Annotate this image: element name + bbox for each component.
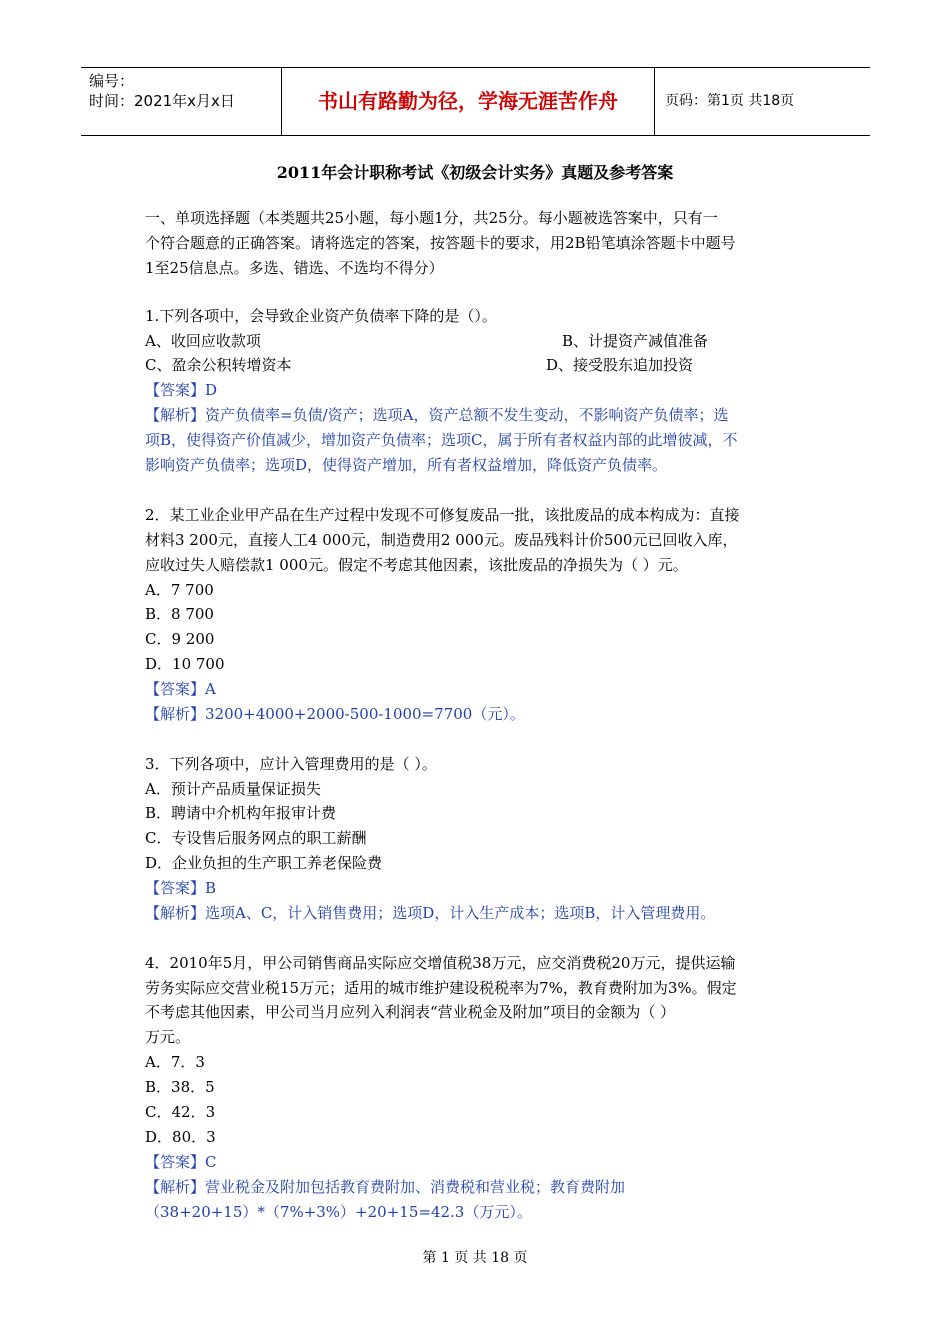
question-3-option: A．预计产品质量保证损失 [145, 780, 321, 798]
question-1-option-a: A、收回应收款项 [145, 332, 261, 350]
question-4-analysis: （38+20+15）*（7%+3%）+20+15=42.3（万元）。 [145, 1203, 532, 1221]
question-1-option-c: C、盈余公积转增资本 [145, 356, 292, 374]
question-2-option: B．8 700 [145, 605, 214, 623]
question-2-option: C．9 200 [145, 630, 215, 648]
question-1-option-d: D、接受股东追加投资 [546, 356, 694, 374]
header-motto: 书山有路勤为径，学海无涯苦作舟 [282, 68, 655, 135]
page-footer: 第 1 页 共 18 页 [422, 1250, 528, 1266]
question-1-option-b: B、计提资产减值准备 [562, 332, 709, 350]
serial-label: 编号： [89, 72, 135, 90]
document-title: 2011年会计职称考试《初级会计实务》真题及参考答案 [276, 163, 674, 182]
question-1-analysis: 影响资产负债率；选项D，使得资产增加，所有者权益增加，降低资产负债率。 [145, 456, 668, 474]
question-1-answer: 【答案】D [145, 381, 218, 399]
question-4-stem: 劳务实际应交营业税15万元；适用的城市维护建设税税率为7%，教育费附加为3%。假定 [145, 979, 737, 997]
question-2-analysis: 【解析】3200+4000+2000-500-1000=7700（元）。 [145, 705, 525, 723]
question-4-stem: 不考虑其他因素，甲公司当月应列入利润表“营业税金及附加”项目的金额为（ ） [145, 1003, 676, 1021]
question-3-analysis: 【解析】选项A、C，计入销售费用；选项D，计入生产成本；选项B，计入管理费用。 [145, 904, 716, 922]
question-4-stem: 4．2010年5月，甲公司销售商品实际应交增值税38万元，应交消费税20万元，提供运输 [145, 954, 736, 972]
question-4-analysis: 【解析】营业税金及附加包括教育费附加、消费税和营业税；教育费附加 [145, 1178, 626, 1196]
question-3-option: D．企业负担的生产职工养老保险费 [145, 854, 383, 872]
question-4-option: D．80．3 [145, 1128, 216, 1146]
question-1-analysis: 项B，使得资产价值减少，增加资产负债率；选项C，属于所有者权益内部的此增彼减，不 [145, 431, 738, 449]
date-line: 时间：2021年x月x日 [89, 92, 235, 110]
question-1-stem: 1.下列各项中，会导致企业资产负债率下降的是（）。 [145, 307, 497, 325]
intro-line: 一、单项选择题（本类题共25小题，每小题1分，共25分。每小题被选答案中，只有一 [145, 209, 718, 227]
question-4-option: A．7．3 [145, 1053, 205, 1071]
header-meta [81, 68, 282, 135]
question-4-answer: 【答案】C [145, 1153, 217, 1171]
question-2-option: A．7 700 [145, 581, 214, 599]
question-3-answer: 【答案】B [145, 879, 217, 897]
question-2-stem: 材料3 200元，直接人工4 000元，制造费用2 000元。废品残料计价500元已回收入库， [145, 531, 738, 549]
intro-line: 1至25信息点。多选、错选、不选均不得分） [145, 259, 444, 277]
question-3-stem: 3．下列各项中，应计入管理费用的是（ ）。 [145, 755, 437, 773]
question-3-option: B．聘请中介机构年报审计费 [145, 804, 337, 822]
question-3-option: C．专设售后服务网点的职工薪酬 [145, 829, 367, 847]
header-page-code: 页码：第1页 共18页 [665, 93, 795, 109]
document-header [81, 67, 870, 136]
question-2-answer: 【答案】A [145, 680, 216, 698]
question-2-stem: 应收过失人赔偿款1 000元。假定不考虑其他因素，该批废品的净损失为（ ）元。 [145, 556, 688, 574]
question-2-stem: 2．某工业企业甲产品在生产过程中发现不可修复废品一批，该批废品的成本构成为：直接 [145, 506, 740, 524]
question-4-option: B．38．5 [145, 1078, 215, 1096]
question-4-stem: 万元。 [145, 1028, 191, 1046]
question-4-option: C．42．3 [145, 1103, 216, 1121]
intro-line: 个符合题意的正确答案。请将选定的答案，按答题卡的要求，用2B铅笔填涂答题卡中题号 [145, 234, 736, 252]
question-2-option: D．10 700 [145, 655, 225, 673]
question-1-analysis: 【解析】资产负债率=负债/资产；选项A，资产总额不发生变动，不影响资产负债率；选 [145, 406, 729, 424]
